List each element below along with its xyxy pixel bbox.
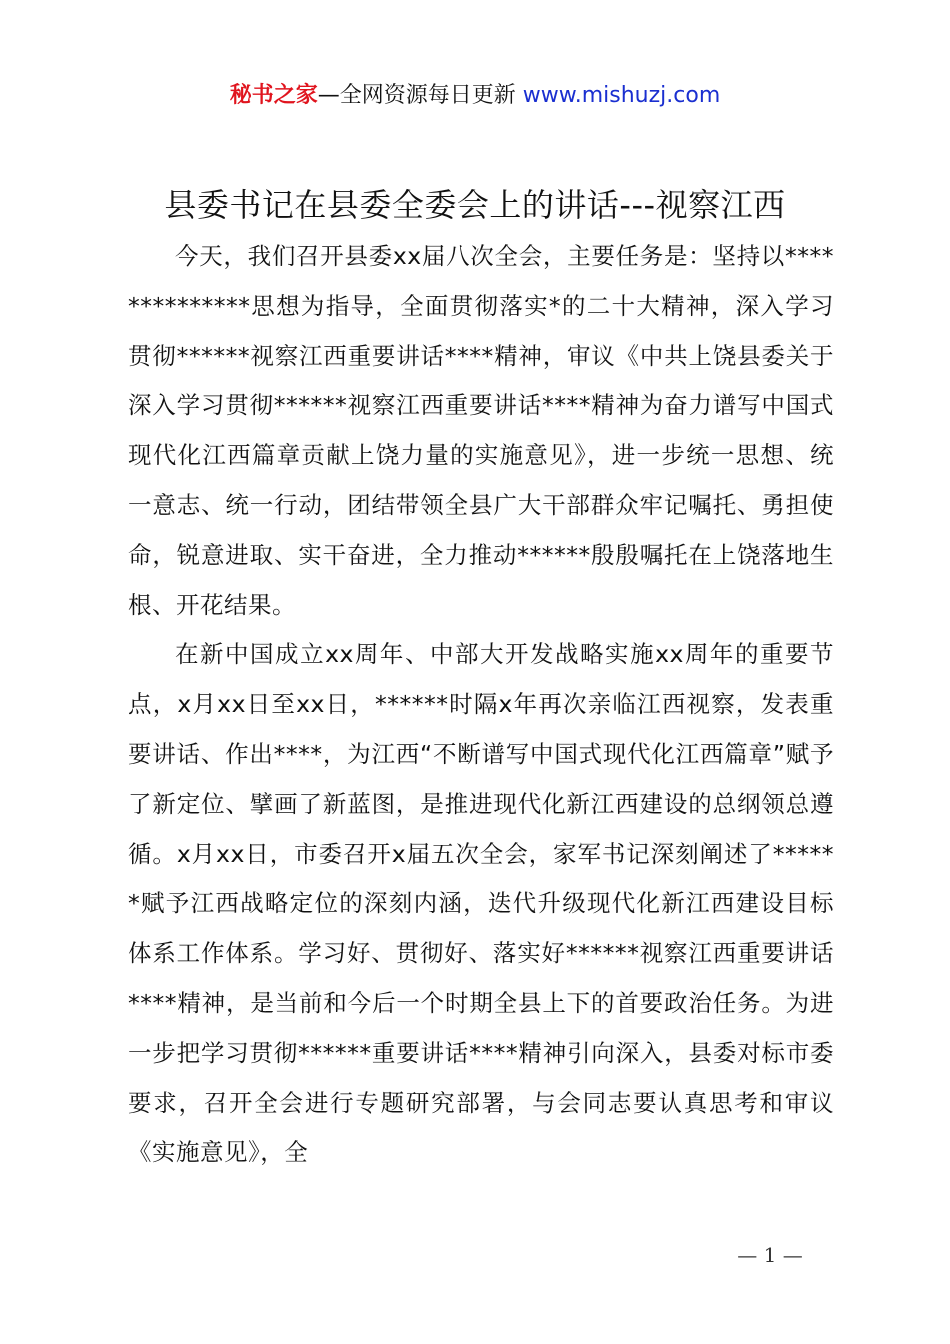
- paragraph-2: 在新中国成立xx周年、中部大开发战略实施xx周年的重要节点，x月xx日至xx日，******时隔x年再次亲临江西视察，发表重要讲话、作出****，为江西“不断谱写中国式现代化江西篇章”赋予了新定位、擘画了新蓝图，是推进现代化新江西建设的总纲领总遵循。x月xx日，市委召开x届五次全会，家军书记深刻阐述了******赋予江西战略定位的深刻内涵，迭代升级现代化新江西建设目标体系工作体系。学习好、贯彻好、落实好******视察江西重要讲话****精神，是当前和今后一个时期全县上下的首要政治任务。为进一步把学习贯彻******重要讲话****精神引向深入，县委对标市委要求，召开全会进行专题研究部署，与会同志要认真思考和审议《实施意见》，全: [128, 640, 834, 1167]
- header-tagline: —全网资源每日更新: [317, 83, 523, 108]
- site-header: [0, 80, 950, 112]
- page-number: — 1 —: [737, 1243, 803, 1267]
- paragraph-1: 今天，我们召开县委xx届八次全会，主要任务是：坚持以**************思想为指导，全面贯彻落实*的二十大精神，深入学习贯彻******视察江西重要讲话****精神，审议《中共上饶县委关于深入学习贯彻******视察江西重要讲话****精神为奋力谱写中国式现代化江西篇章贡献上饶力量的实施意见》，进一步统一思想、统一意志、统一行动，团结带领全县广大干部群众牢记嘱托、勇担使命，锐意进取、实干奋进，全力推动******殷殷嘱托在上饶落地生根、开花结果。: [128, 242, 834, 619]
- brand-name: 秘书之家: [229, 83, 318, 108]
- site-url[interactable]: www.mishuzj.com: [522, 83, 721, 108]
- document-title: 县委书记在县委全委会上的讲话---视察江西: [164, 186, 786, 224]
- document-body: [128, 232, 834, 1178]
